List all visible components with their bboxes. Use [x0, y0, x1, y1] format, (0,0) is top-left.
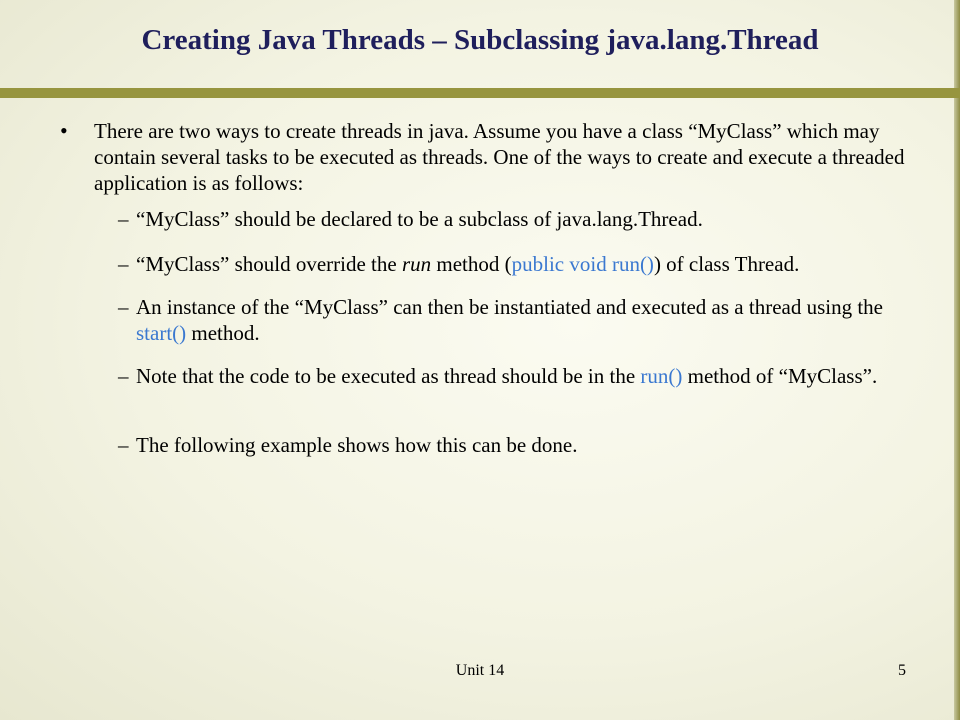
- run-emphasis: run: [401, 252, 432, 276]
- code-start: start(): [136, 321, 187, 345]
- dash-glyph: –: [118, 295, 129, 319]
- dash-glyph: –: [118, 252, 129, 276]
- item-text: method of “MyClass”.: [682, 364, 878, 388]
- list-item-text: [136, 294, 926, 346]
- item-text: method.: [186, 321, 260, 345]
- footer-unit-label: Unit 14: [455, 662, 505, 679]
- intro-paragraph: There are two ways to create threads in java. Assume you have a class “MyClass” which may contain several tasks to be executed as threads. One of the ways to create and execute a threaded application is as follows:: [94, 119, 905, 195]
- list-item-text: [136, 432, 926, 458]
- item-text: “MyClass” should override the: [136, 252, 402, 276]
- bullet-glyph: •: [60, 118, 68, 143]
- dash-glyph: –: [118, 207, 129, 231]
- code-run-signature: public void run(): [511, 252, 654, 276]
- item-text: The following example shows how this can be done.: [136, 433, 578, 457]
- list-item-text: [136, 206, 926, 232]
- slide-title: Creating Java Threads – Subclassing java.lang.Thread: [141, 24, 819, 56]
- list-item-text: [136, 363, 926, 389]
- page-number: 5: [898, 662, 906, 679]
- item-text: “MyClass” should be declared to be a subclass of java.lang.Thread.: [136, 207, 703, 231]
- item-text: ) of class Thread.: [653, 252, 800, 276]
- dash-glyph: –: [118, 364, 129, 388]
- item-text: Note that the code to be executed as thread should be in the: [136, 364, 641, 388]
- dash-glyph: –: [118, 433, 129, 457]
- code-run: run(): [640, 364, 683, 388]
- list-item-text: [136, 251, 926, 277]
- item-text: method (: [431, 252, 512, 276]
- item-text: An instance of the “MyClass” can then be instantiated and executed as a thread using the: [136, 295, 883, 319]
